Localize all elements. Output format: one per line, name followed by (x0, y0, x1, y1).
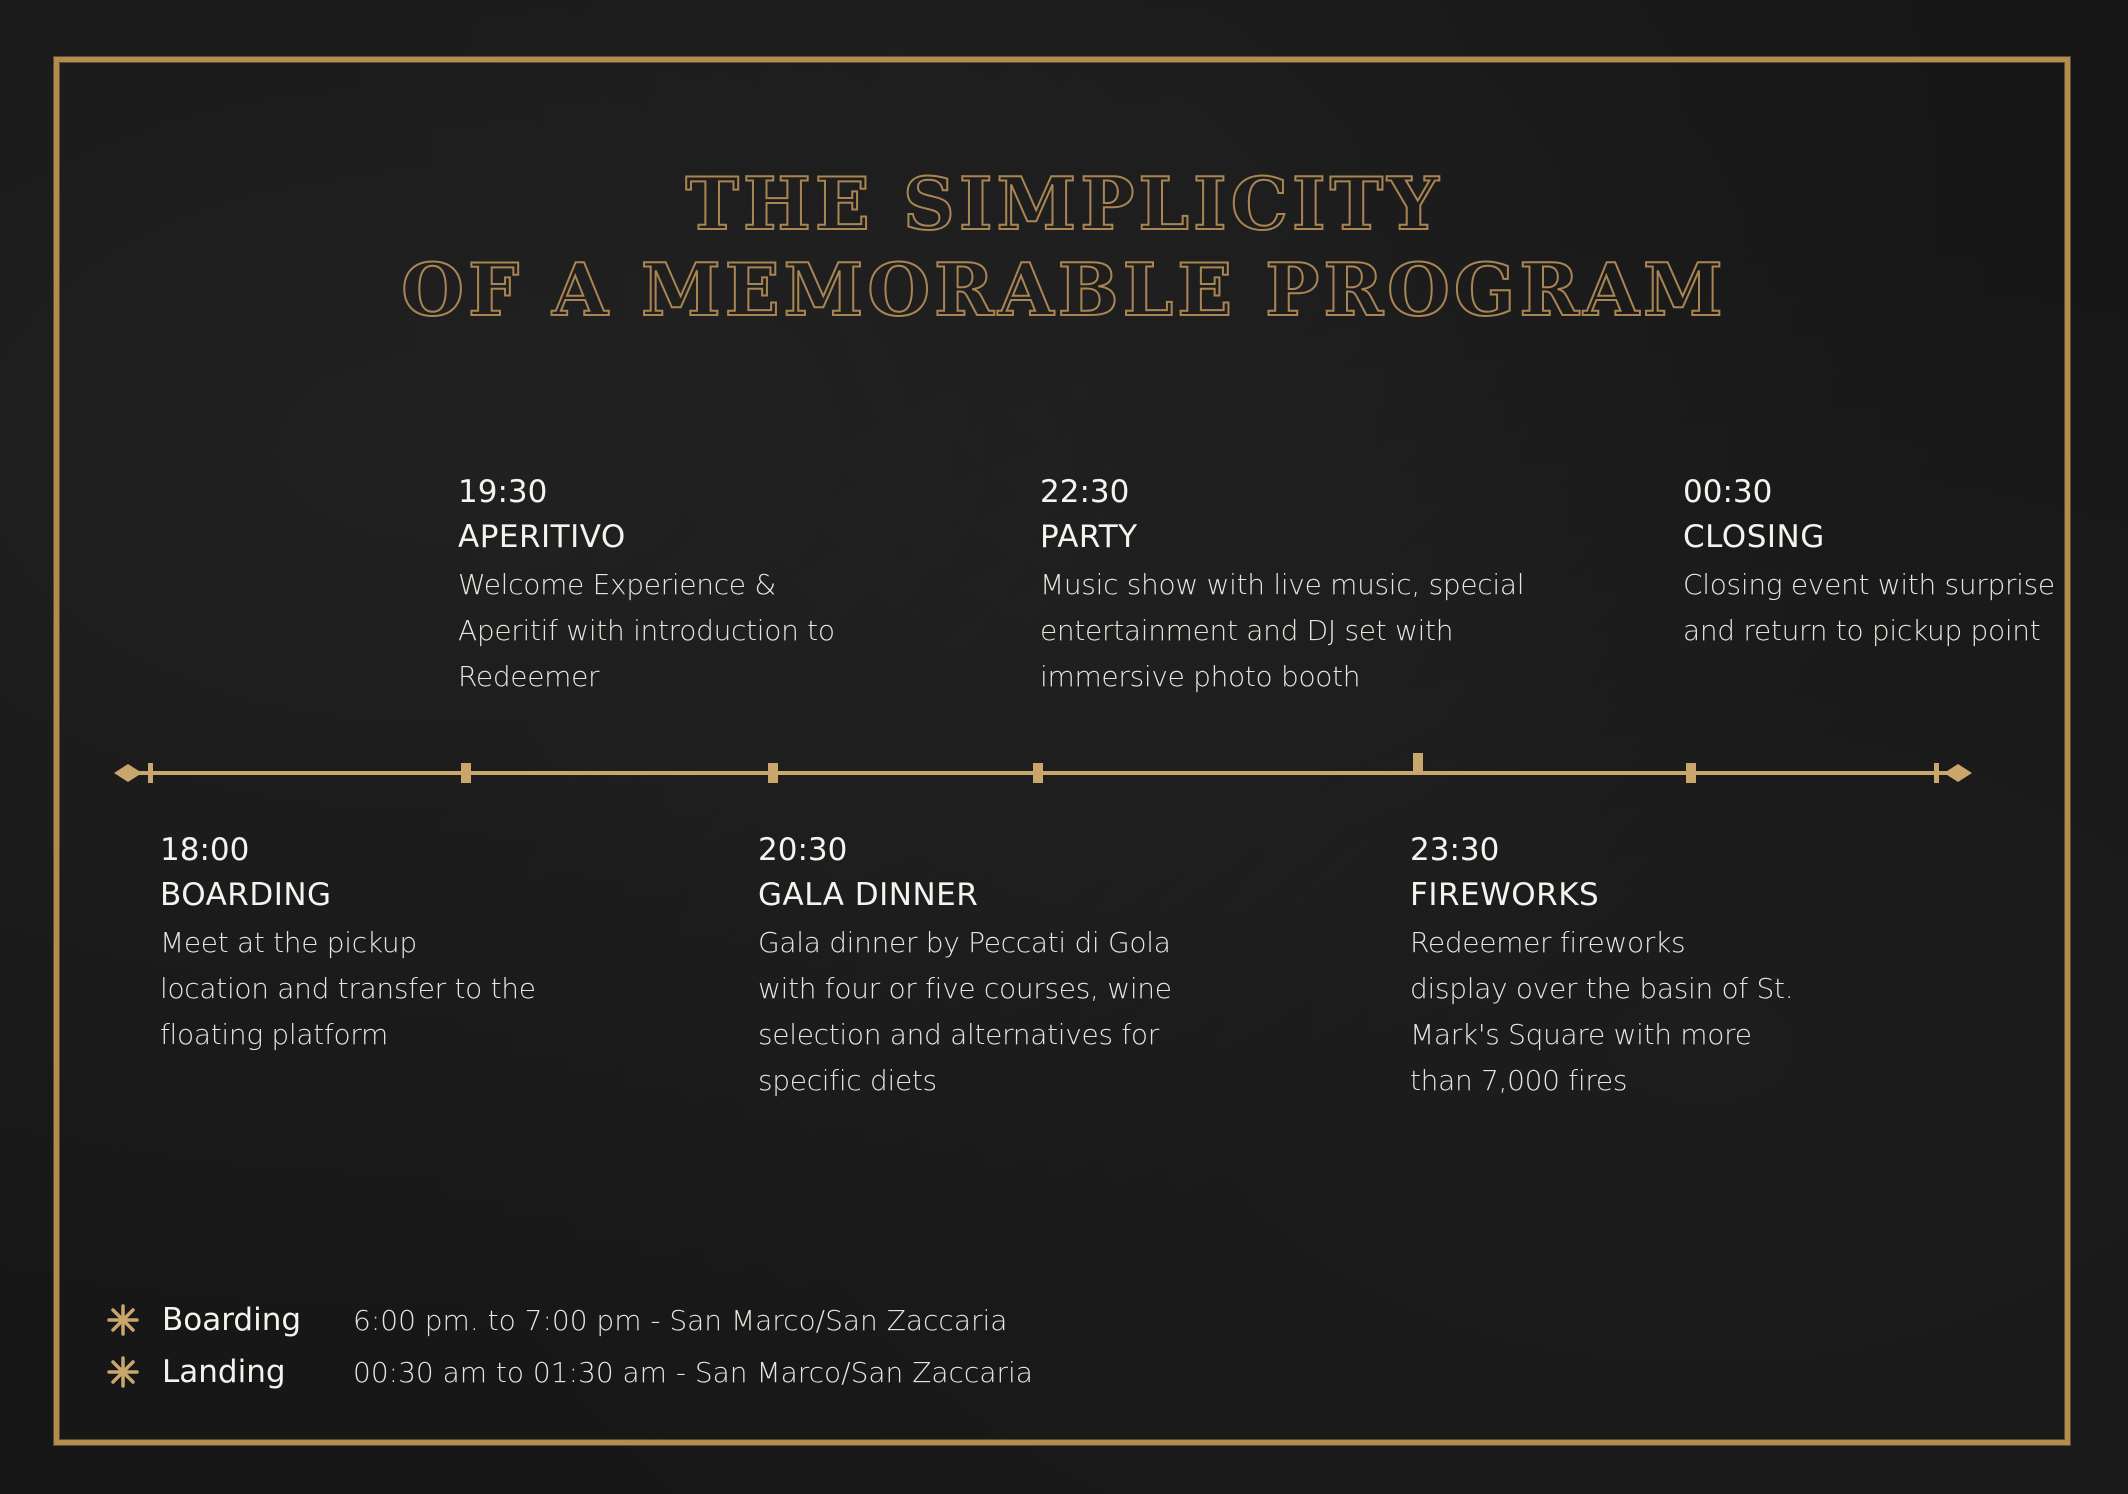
info-value: 6:00 pm. to 7:00 pm - San Marco/San Zaccaria (353, 1303, 1008, 1337)
event-name: CLOSING (1683, 519, 1825, 555)
info-row-boarding (106, 1296, 1008, 1344)
event-description-line: with four or five courses, wine (758, 972, 1172, 1005)
event-time: 19:30 (458, 474, 548, 510)
event-description-line: Redeemer (458, 660, 600, 693)
event-time: 22:30 (1040, 474, 1130, 510)
info-label: Boarding (162, 1302, 302, 1338)
event-description-line: location and transfer to the (160, 972, 536, 1005)
info-label: Landing (162, 1354, 286, 1390)
page-title-line-2: OF A MEMORABLE PROGRAM (401, 247, 1727, 332)
event-aperitivo (458, 472, 858, 700)
info-row-landing (106, 1348, 1033, 1396)
event-description-line: display over the basin of St. (1410, 972, 1794, 1005)
star-icon (106, 1355, 140, 1389)
event-description-line: and return to pickup point (1683, 614, 2041, 647)
star-icon (106, 1303, 140, 1337)
event-description-line: specific diets (758, 1064, 937, 1097)
event-description (1410, 920, 1830, 1104)
event-time: 18:00 (160, 832, 250, 868)
event-description (160, 920, 560, 1058)
info-value: 00:30 am to 01:30 am - San Marco/San Zaccaria (353, 1355, 1033, 1389)
event-boarding (160, 830, 560, 1058)
event-description-line: Gala dinner by Peccati di Gola (758, 926, 1171, 959)
event-name: PARTY (1040, 519, 1138, 555)
page-title-line-1: THE SIMPLICITY (685, 161, 1443, 246)
event-time: 23:30 (1410, 832, 1500, 868)
event-description-line: Welcome Experience & (458, 568, 776, 601)
event-description (758, 920, 1198, 1104)
event-description-line: floating platform (160, 1018, 389, 1051)
event-description-line: Closing event with surprise (1683, 568, 2055, 601)
event-name: APERITIVO (458, 519, 626, 555)
event-description-line: than 7,000 fires (1410, 1064, 1628, 1097)
event-description (1040, 562, 1560, 700)
event-description (1683, 562, 2083, 654)
event-description-line: Music show with live music, special (1040, 568, 1525, 601)
event-gala-dinner (758, 830, 1198, 1104)
event-fireworks (1410, 830, 1830, 1104)
event-description-line: entertainment and DJ set with (1040, 614, 1454, 647)
event-description (458, 562, 858, 700)
event-time: 20:30 (758, 832, 848, 868)
event-closing (1683, 472, 2083, 654)
event-description-line: Mark's Square with more (1410, 1018, 1752, 1051)
event-description-line: Aperitif with introduction to (458, 614, 835, 647)
event-time: 00:30 (1683, 474, 1773, 510)
event-description-line: Redeemer fireworks (1410, 926, 1686, 959)
event-name: BOARDING (160, 877, 332, 913)
event-name: GALA DINNER (758, 877, 979, 913)
event-description-line: immersive photo booth (1040, 660, 1361, 693)
event-name: FIREWORKS (1410, 877, 1600, 913)
event-description-line: selection and alternatives for (758, 1018, 1159, 1051)
event-party (1040, 472, 1560, 700)
event-description-line: Meet at the pickup (160, 926, 417, 959)
